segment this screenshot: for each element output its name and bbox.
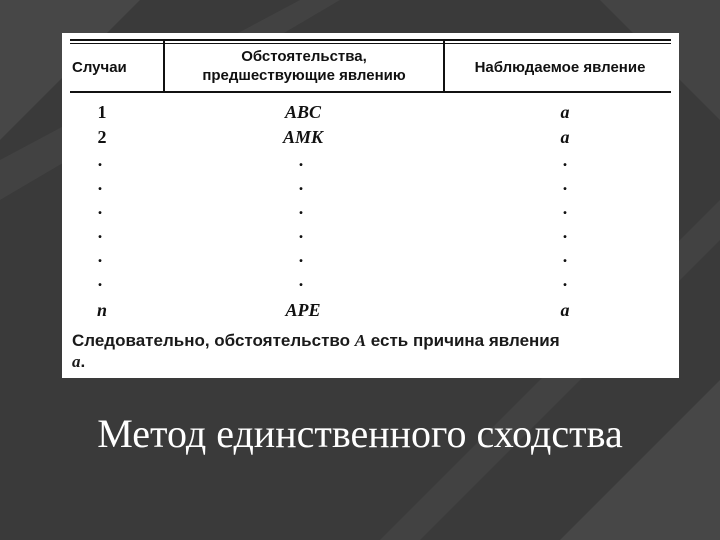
row-circumstances: . [298, 222, 304, 242]
row-circumstances: . [298, 198, 304, 218]
conclusion-part2: есть причина явления [366, 331, 560, 350]
conclusion-text [72, 330, 572, 372]
row-case: . [97, 222, 103, 242]
row-case: . [97, 150, 103, 170]
table-header-rule [70, 91, 671, 93]
row-circumstances: . [298, 246, 304, 266]
row-circumstances: . [298, 174, 304, 194]
row-phenomenon: . [562, 246, 568, 266]
row-case: 2 [97, 127, 107, 147]
conclusion-var-a-upper: A [354, 331, 367, 350]
table-header-divider-2 [443, 41, 445, 91]
slide-title: Метод единственного сходства [97, 411, 623, 456]
method-table-image [62, 33, 679, 378]
conclusion-part1: Следовательно, обстоятельство [72, 331, 355, 350]
row-phenomenon: a [560, 127, 570, 147]
row-case: n [96, 300, 108, 320]
row-phenomenon: . [562, 222, 568, 242]
row-case: . [97, 198, 103, 218]
conclusion-part3: . [80, 352, 86, 371]
row-circumstances: . [298, 270, 304, 290]
table-header-divider-1 [163, 41, 165, 91]
conclusion-var-a-lower: a [72, 352, 81, 371]
row-phenomenon: a [560, 102, 570, 122]
row-circumstances: . [298, 150, 304, 170]
table-top-rule-thin [70, 43, 671, 44]
header-circumstances-line1: Обстоятельства, [241, 48, 367, 65]
row-case: . [97, 246, 103, 266]
header-circumstances-line2: предшествующие явлению [202, 67, 406, 84]
row-phenomenon: . [562, 174, 568, 194]
row-case: . [97, 174, 103, 194]
row-case: . [97, 270, 103, 290]
row-phenomenon: a [560, 300, 570, 320]
table-top-rule [70, 39, 671, 41]
row-case: 1 [97, 102, 107, 122]
row-phenomenon: . [562, 150, 568, 170]
row-phenomenon: . [562, 270, 568, 290]
row-circumstances: AMK [282, 127, 324, 147]
header-cases: Случаи [72, 59, 127, 76]
row-phenomenon: . [562, 198, 568, 218]
row-circumstances: APE [285, 300, 321, 320]
row-circumstances: ABC [284, 102, 322, 122]
header-phenomenon: Наблюдаемое явление [474, 59, 646, 76]
